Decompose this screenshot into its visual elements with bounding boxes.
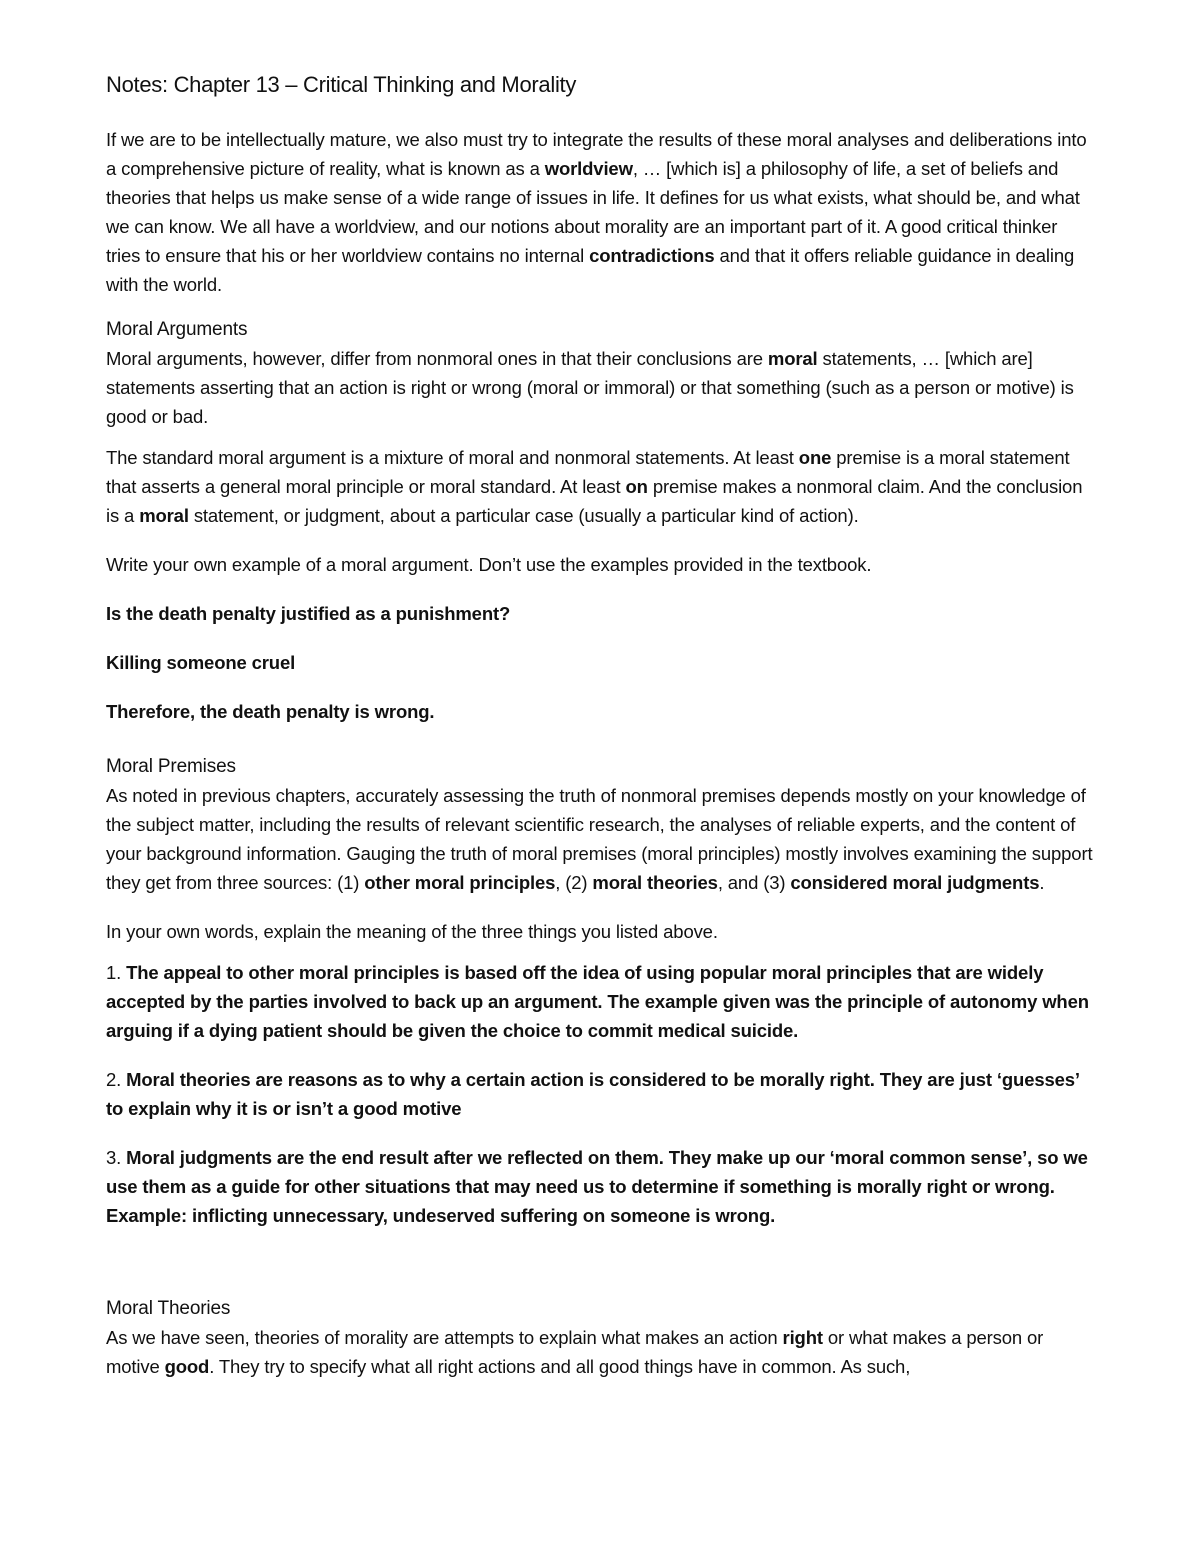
- moral-term: moral: [139, 505, 189, 526]
- answer-text: The appeal to other moral principles is based off the idea of using popular moral principles that are widely accepted by the parties involved to back up an argument. The example given was the principle of autonomy when arguing if a dying patient should be given the choice to commit medical suicide.: [106, 962, 1089, 1041]
- paragraph-text: , and (3): [717, 872, 791, 893]
- intro-paragraph: [106, 125, 1096, 299]
- intro-text: If we are to be intellectually mature, we also must try to integrate the results of these moral analyses and deliberations into a comprehensive picture of reality, what is known as a: [106, 129, 1087, 179]
- paragraph-text: statement, or judgment, about a particular case (usually a particular kind of action).: [188, 505, 859, 526]
- moral-argument-answer-premise: Killing someone cruel: [106, 652, 296, 673]
- moral-argument-answer-conclusion: Therefore, the death penalty is wrong.: [106, 701, 435, 722]
- right-term: right: [782, 1327, 823, 1348]
- answer-number: 2.: [106, 1069, 122, 1090]
- other-moral-principles-term: other moral principles: [364, 872, 556, 893]
- worldview-term: worldview: [544, 158, 633, 179]
- one-term: one: [798, 447, 832, 468]
- moral-term: moral: [767, 348, 818, 369]
- moral-argument-prompt: Write your own example of a moral argument. Don’t use the examples provided in the textbook.: [106, 554, 872, 575]
- moral-arguments-paragraph-2: [106, 443, 1096, 530]
- paragraph-text: , (2): [555, 872, 593, 893]
- answer-item-3: [106, 1143, 1096, 1230]
- answer-text: Moral theories are reasons as to why a certain action is considered to be morally right. They are just ‘guesses’ to explain why it is or isn’t a good motive: [106, 1069, 1079, 1119]
- paragraph-text: statements, … [which are] statements asserting that an action is right or wrong (moral or immoral) or that something (such as a person or motive) is good or bad.: [106, 348, 1074, 427]
- intro-text: , … [which is] a philosophy of life, a set of beliefs and theories that helps us make sense of a wide range of issues in life. It defines for us what exists, what should be, and what we can know. We all have a worldview, and our notions about morality are an important part of it. A good critical thinker tries to ensure that his or her worldview contains no internal: [106, 158, 1080, 266]
- paragraph-text: Moral arguments, however, differ from nonmoral ones in that their conclusions are: [106, 348, 768, 369]
- answer-number: 3.: [106, 1147, 127, 1168]
- paragraph-text: or what makes a person or motive: [106, 1327, 1044, 1377]
- moral-argument-answer-question: Is the death penalty justified as a punishment?: [106, 603, 511, 624]
- paragraph-text: premise is a moral statement that asserts a general moral principle or moral standard. At least: [106, 447, 1070, 497]
- moral-theories-paragraph: [106, 1323, 1096, 1381]
- moral-arguments-heading: Moral Arguments: [106, 319, 248, 340]
- moral-premises-heading: Moral Premises: [106, 756, 236, 777]
- answer-item-2: [106, 1065, 1096, 1123]
- paragraph-text: As we have seen, theories of morality are attempts to explain what makes an action: [106, 1327, 783, 1348]
- answer-number: 1.: [106, 962, 127, 983]
- document-page: [106, 70, 1096, 1381]
- paragraph-text: As noted in previous chapters, accurately assessing the truth of nonmoral premises depends mostly on your knowledge of the subject matter, including the results of relevant scientific research, the analyses of reliable experts, and the content of your background information. Gauging the truth of moral premises (moral principles) mostly involves examining the support they get from three sources: (1): [106, 785, 1093, 893]
- paragraph-text: The standard moral argument is a mixture of moral and nonmoral statements. At least: [106, 447, 799, 468]
- intro-text: and that it offers reliable guidance in dealing with the world.: [106, 245, 1075, 295]
- moral-premises-paragraph: [106, 781, 1096, 897]
- answer-item-1: [106, 958, 1096, 1045]
- considered-moral-judgments-term: considered moral judgments: [790, 872, 1040, 893]
- contradictions-term: contradictions: [589, 245, 715, 266]
- answer-text: Moral judgments are the end result after we reflected on them. They make up our ‘moral common sense’, so we use them as a guide for other situations that may need us to determine if something is morally right or wrong. Example: inflicting unnecessary, undeserved suffering on someone is wrong.: [106, 1147, 1088, 1226]
- paragraph-text: . They try to specify what all right actions and all good things have in common. As such,: [209, 1356, 911, 1377]
- page-title: Notes: Chapter 13 – Critical Thinking and Morality: [106, 72, 577, 97]
- moral-premises-prompt: In your own words, explain the meaning of the three things you listed above.: [106, 921, 718, 942]
- moral-arguments-paragraph-1: [106, 344, 1096, 431]
- moral-theories-term: moral theories: [592, 872, 718, 893]
- paragraph-text: .: [1039, 872, 1045, 893]
- moral-theories-heading: Moral Theories: [106, 1298, 231, 1319]
- paragraph-text: premise makes a nonmoral claim. And the conclusion is a: [106, 476, 1083, 526]
- good-term: good: [164, 1356, 210, 1377]
- on-term: on: [625, 476, 648, 497]
